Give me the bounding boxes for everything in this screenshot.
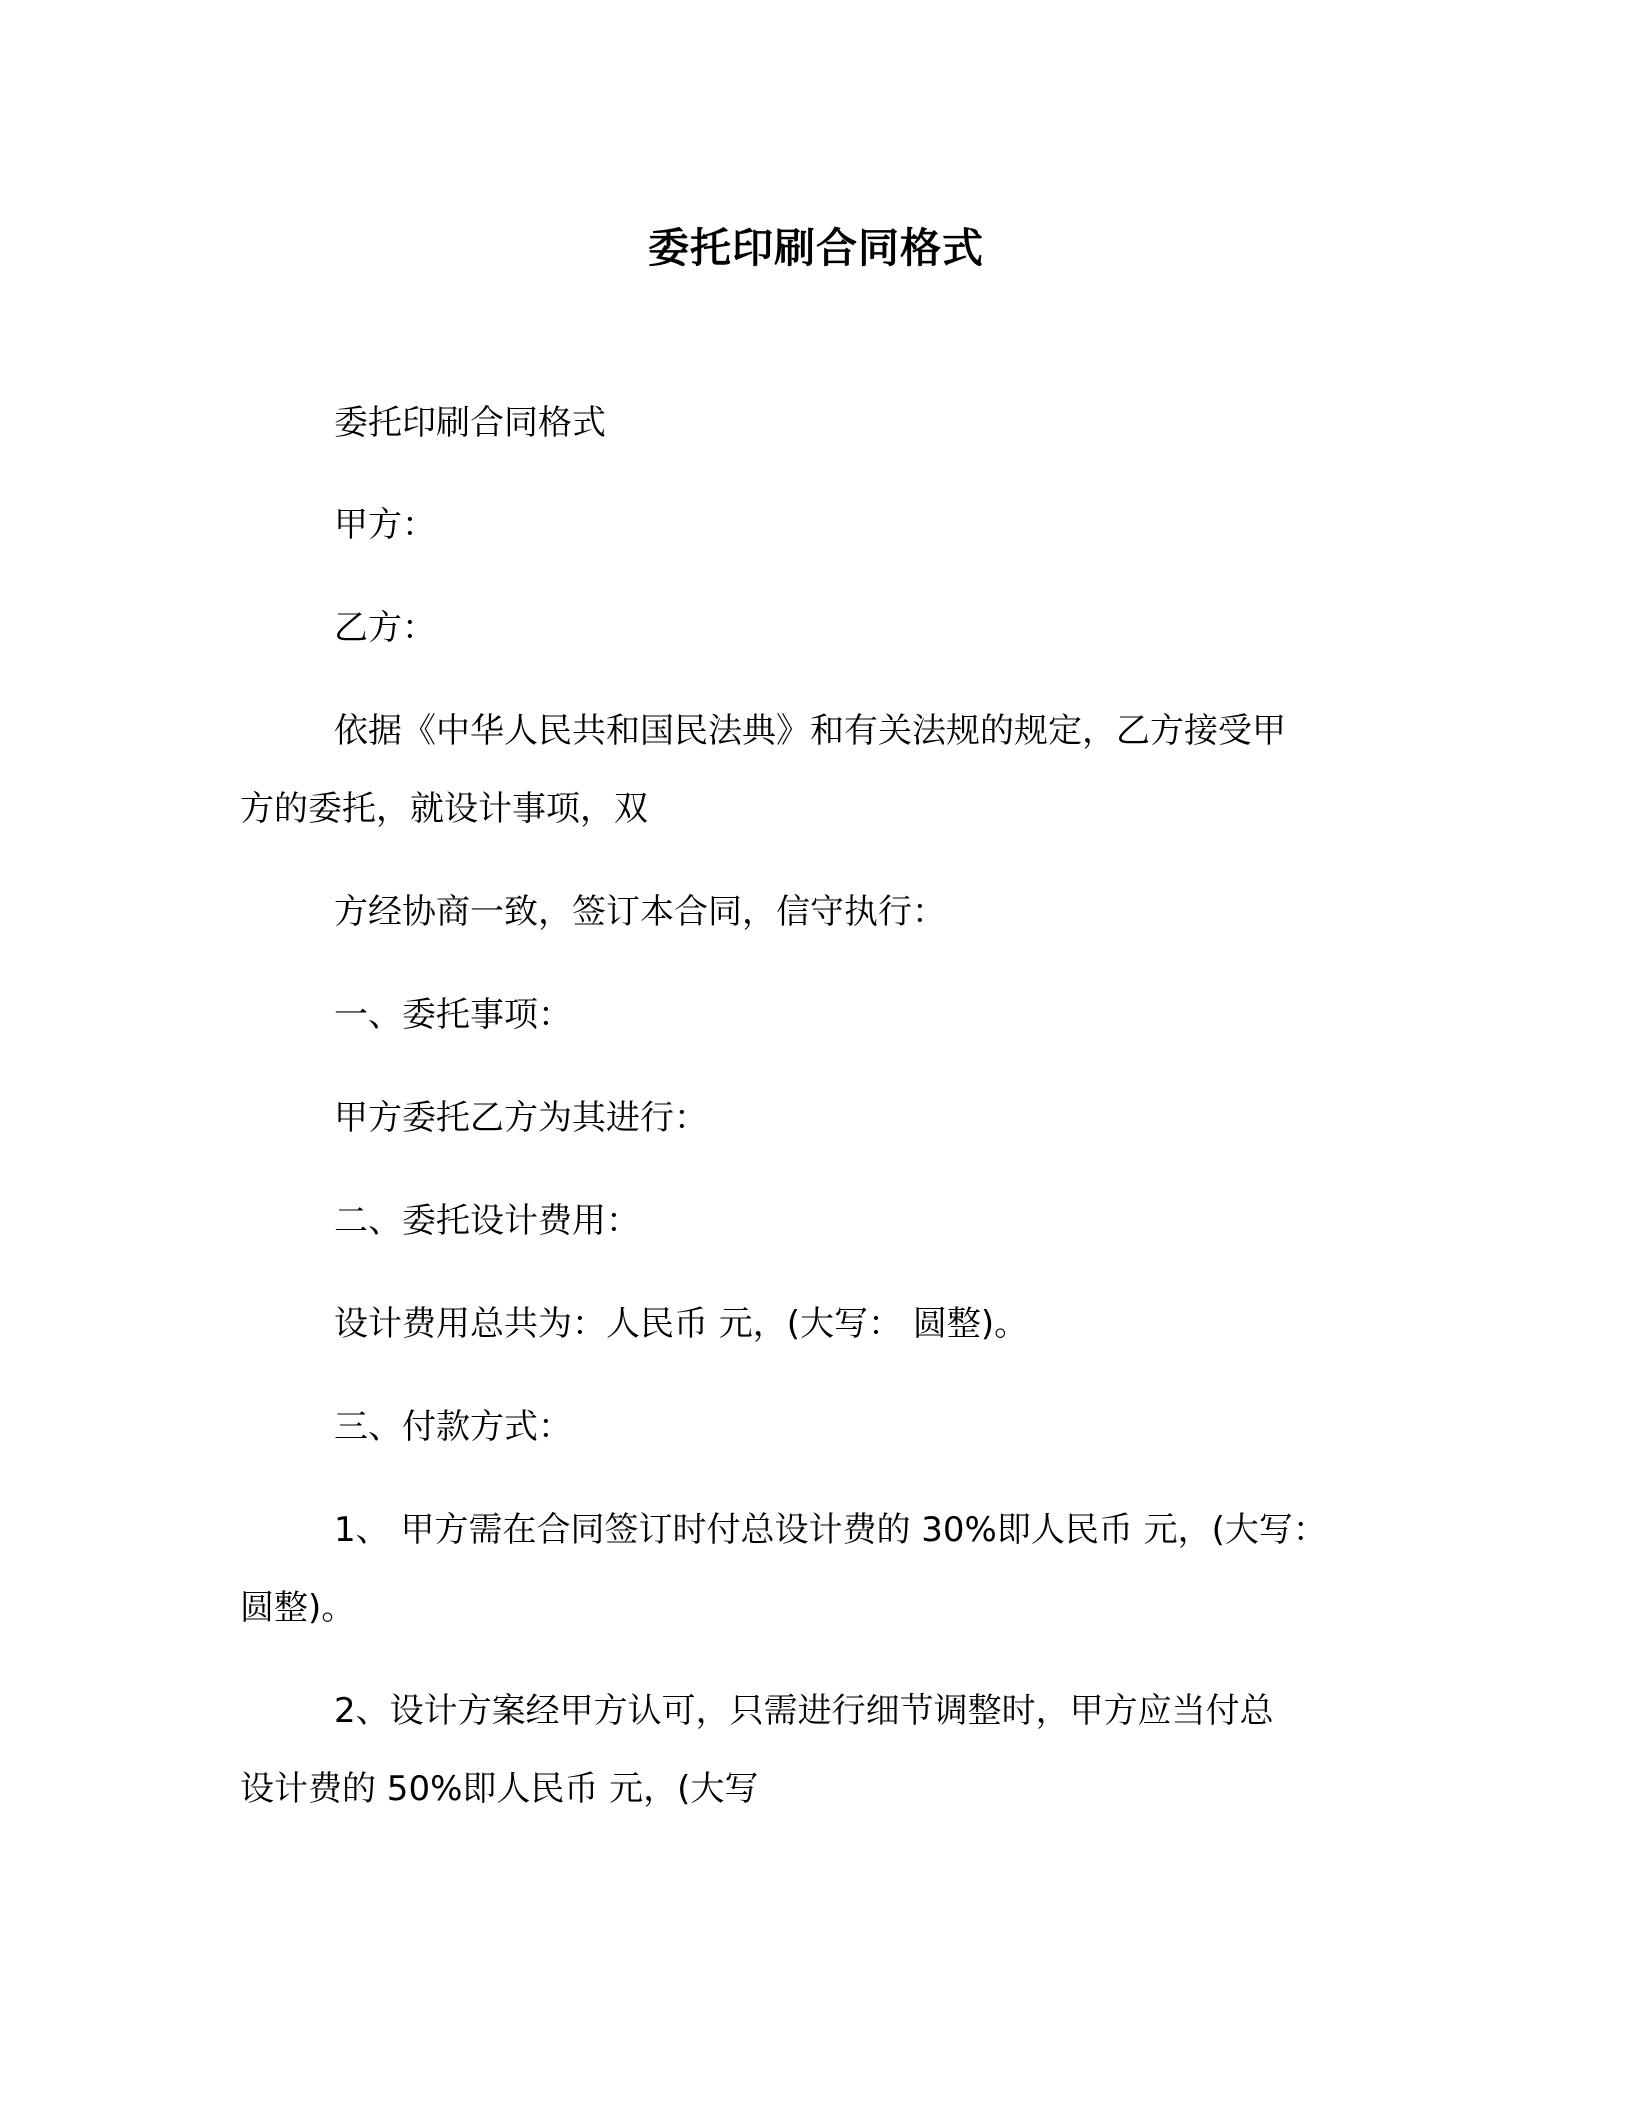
section-1-heading: 一、委托事项： [334, 995, 572, 1035]
section-1-text: 甲方委托乙方为其进行： [334, 1098, 708, 1138]
section-2-text: 设计费用总共为：人民币 元，(大写： 圆整)。 [334, 1304, 1029, 1344]
section-2-heading: 二、委托设计费用： [334, 1201, 640, 1241]
payment-2-line-a: 2、设计方案经甲方认可，只需进行细节调整时，甲方应当付总 [334, 1691, 1274, 1731]
payment-2-line-b: 设计费的 50%即人民币 元，(大写 [240, 1769, 759, 1809]
intro-line-3: 方经协商一致，签订本合同，信守执行： [334, 892, 946, 932]
party-a-line: 甲方： [334, 505, 436, 545]
payment-1-line-a: 1、 甲方需在合同签订时付总设计费的 30%即人民币 元，(大写： [334, 1510, 1327, 1550]
party-b-line: 乙方： [334, 608, 436, 648]
payment-1-line-b: 圆整)。 [240, 1588, 356, 1628]
intro-line-2: 方的委托，就设计事项，双 [240, 789, 648, 829]
section-3-heading: 三、付款方式： [334, 1407, 572, 1447]
document-title: 委托印刷合同格式 [648, 224, 984, 272]
intro-line-1: 依据《中华人民共和国民法典》和有关法规的规定，乙方接受甲 [334, 711, 1286, 751]
subtitle-line: 委托印刷合同格式 [334, 403, 606, 443]
